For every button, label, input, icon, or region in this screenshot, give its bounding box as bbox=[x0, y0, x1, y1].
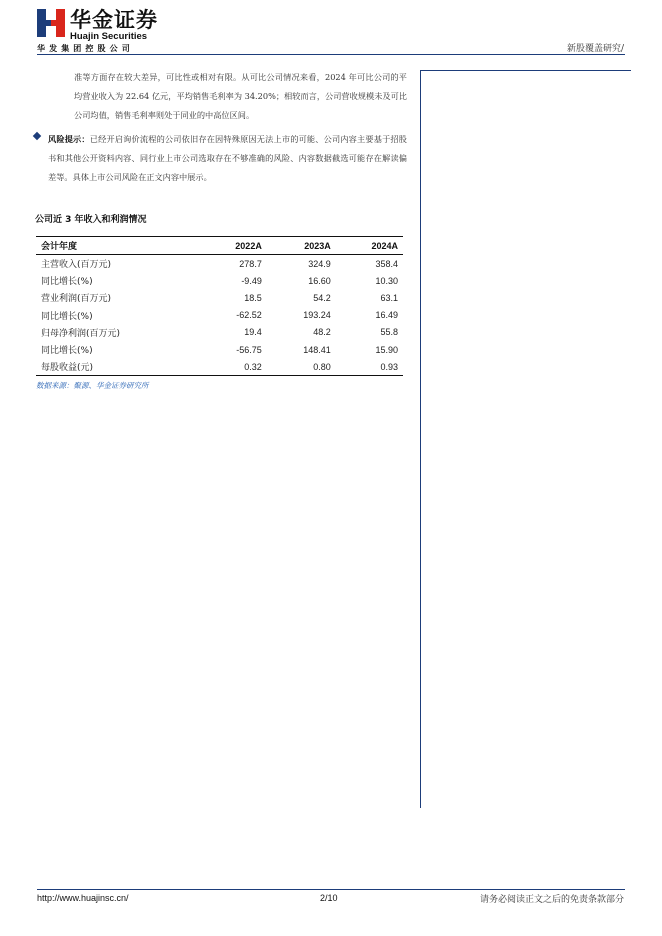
website-link[interactable]: http://www.huajinsc.cn/ bbox=[37, 893, 129, 903]
table-cell: 55.8 bbox=[380, 327, 398, 338]
risk-block bbox=[48, 130, 407, 187]
row-label: 归母净利润(百万元) bbox=[41, 328, 121, 339]
table-row bbox=[36, 255, 403, 273]
side-panel bbox=[420, 70, 631, 808]
row-label: 同比增长(%) bbox=[41, 277, 93, 288]
table-cell: 278.7 bbox=[239, 258, 262, 269]
table-cell: 0.32 bbox=[200, 358, 267, 376]
row-label: 主营收入(百万元) bbox=[41, 260, 112, 271]
table-cell: 148.41 bbox=[303, 344, 331, 355]
group-affiliation: 华发集团控股公司 bbox=[37, 44, 134, 53]
footer-divider bbox=[37, 889, 625, 890]
report-type: 新股覆盖研究/ bbox=[566, 44, 624, 54]
table-cell: 63.1 bbox=[380, 292, 398, 303]
row-label: 同比增长(%) bbox=[41, 311, 93, 322]
comparison-paragraph: 准等方面存在较大差异，可比性或相对有限。从可比公司情况来看，2024 年可比公司的平均营业收入为 22.64 亿元，平均销售毛利率为 34.20%；相较而言，公司营收规模未及可比公司均值，销售毛利率则处于同业的中高位区间。 bbox=[74, 72, 407, 120]
row-label: 同比增长(%) bbox=[41, 346, 93, 357]
table-cell: 324.9 bbox=[308, 258, 331, 269]
table-cell: 16.49 bbox=[375, 310, 398, 321]
table-cell: 10.30 bbox=[375, 275, 398, 286]
page-number: 2/10 bbox=[320, 893, 338, 903]
header-divider bbox=[37, 54, 625, 55]
column-header: 2022A bbox=[200, 237, 267, 255]
table-cell: -56.75 bbox=[236, 344, 262, 355]
column-header: 2024A bbox=[336, 237, 403, 255]
risk-label: 风险提示： bbox=[48, 134, 90, 144]
table-row bbox=[36, 307, 403, 324]
table-source-note: 数据来源：聚源、华金证券研究所 bbox=[36, 381, 149, 390]
logo-chinese-name: 华金证券 bbox=[70, 8, 158, 32]
table-row bbox=[36, 272, 403, 289]
table-cell: 193.24 bbox=[303, 310, 331, 321]
column-header: 2023A bbox=[267, 237, 336, 255]
table-cell: 0.80 bbox=[267, 358, 336, 376]
risk-warning bbox=[34, 130, 407, 187]
diamond-bullet-icon bbox=[33, 132, 41, 140]
table-cell: 358.4 bbox=[375, 258, 398, 269]
table-cell: -62.52 bbox=[236, 310, 262, 321]
table-row bbox=[36, 358, 403, 376]
table-cell: -9.49 bbox=[241, 275, 262, 286]
table-cell: 48.2 bbox=[313, 327, 331, 338]
logo-english-name: Huajin Securities bbox=[70, 31, 148, 42]
financial-table bbox=[36, 236, 403, 376]
column-header: 会计年度 bbox=[36, 237, 200, 255]
disclaimer-note: 请务必阅读正文之后的免责条款部分 bbox=[479, 895, 624, 905]
huajin-logo-icon bbox=[36, 8, 66, 38]
table-title: 公司近 3 年收入和利润情况 bbox=[35, 215, 147, 225]
table-cell: 54.2 bbox=[313, 292, 331, 303]
table-row bbox=[36, 289, 403, 306]
table-row bbox=[36, 341, 403, 358]
table-cell: 19.4 bbox=[244, 327, 262, 338]
row-label: 营业利润(百万元) bbox=[41, 294, 112, 305]
table-header-row bbox=[36, 237, 403, 255]
row-label: 每股收益(元) bbox=[36, 358, 200, 376]
table-cell: 0.93 bbox=[336, 358, 403, 376]
risk-text: 已经开启询价流程的公司依旧存在因特殊原因无法上市的可能、公司内容主要基于招股书和其他公开资料内容、同行业上市公司选取存在不够准确的风险、内容数据截选可能存在解读偏差等。具体上市公司风险在正文内容中展示。 bbox=[48, 134, 407, 182]
table-row bbox=[36, 324, 403, 341]
table-cell: 18.5 bbox=[244, 292, 262, 303]
table-cell: 16.60 bbox=[308, 275, 331, 286]
table-cell: 15.90 bbox=[375, 344, 398, 355]
